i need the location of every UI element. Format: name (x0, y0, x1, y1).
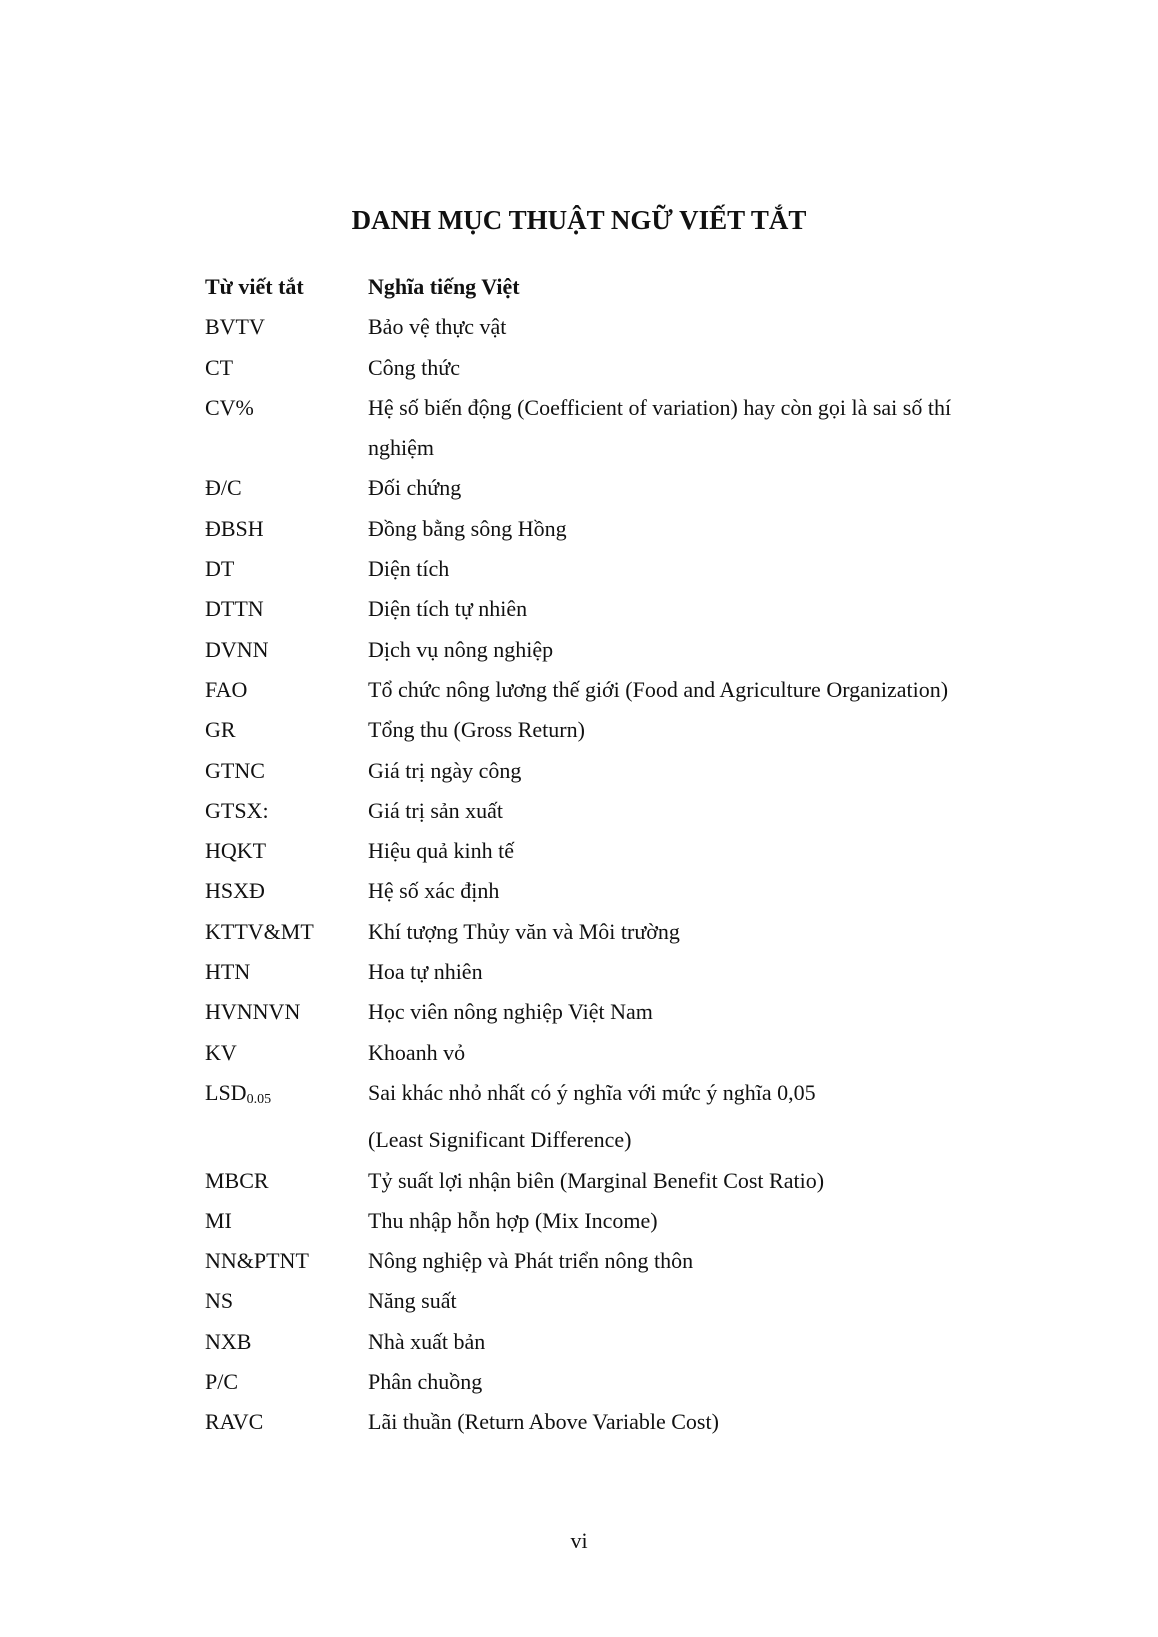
table-row (205, 1322, 1025, 1362)
abbreviation (205, 348, 368, 388)
table-row (205, 1073, 1025, 1120)
abbreviation-text: Đ/C (205, 475, 242, 501)
abbreviation-text: KTTV&MT (205, 918, 314, 944)
table-row (205, 348, 1025, 388)
meaning: Hệ số xác định (368, 878, 500, 904)
page-number: vi (570, 1528, 588, 1553)
meaning: Giá trị sản xuất (368, 797, 504, 823)
meaning: Hoa tự nhiên (368, 959, 483, 985)
abbreviation (205, 751, 368, 791)
abbreviation-text: HVNNVN (205, 999, 301, 1025)
abbreviation-text: GR (205, 717, 236, 743)
abbreviation-text: NS (205, 1288, 234, 1314)
abbreviation-text: HTN (205, 959, 251, 985)
abbreviation (205, 871, 368, 911)
abbreviation-text: ĐBSH (205, 515, 264, 541)
meaning: Đồng bằng sông Hồng (368, 515, 567, 541)
meaning: Hiệu quả kinh tế (368, 838, 515, 864)
abbreviation (205, 1073, 368, 1120)
table-row (205, 388, 1025, 428)
table-row (205, 710, 1025, 750)
table-row (205, 1201, 1025, 1241)
abbreviation-text: LSD (205, 1079, 247, 1105)
abbreviation-text: MI (205, 1207, 232, 1233)
abbreviation-text: DTTN (205, 596, 264, 622)
abbreviation-text: NN&PTNT (205, 1248, 309, 1274)
abbreviation (205, 589, 368, 629)
abbreviation (205, 1322, 368, 1362)
abbreviation (205, 670, 368, 710)
abbreviation (205, 1281, 368, 1321)
abbreviation (205, 992, 368, 1032)
abbreviation (205, 791, 368, 831)
abbreviation (205, 831, 368, 871)
table-row (205, 468, 1025, 508)
meaning: Công thức (368, 354, 460, 380)
abbreviation-text: CT (205, 354, 234, 380)
header-abbreviation: Từ viết tắt (205, 274, 304, 299)
meaning: Nhà xuất bản (368, 1328, 486, 1354)
abbreviation-empty (205, 428, 368, 468)
meaning: Nông nghiệp và Phát triển nông thôn (368, 1248, 694, 1274)
table-row (205, 549, 1025, 589)
meaning: Sai khác nhỏ nhất có ý nghĩa với mức ý nghĩa 0,05 (368, 1079, 816, 1105)
meaning: Tỷ suất lợi nhận biên (Marginal Benefit Cost Ratio) (368, 1167, 825, 1193)
meaning-continuation: nghiệm (368, 435, 434, 461)
meaning: Tổ chức nông lương thế giới (Food and Agriculture Organization) (368, 676, 949, 702)
meaning: Hệ số biến động (Coefficient of variation) hay còn gọi là sai số thí (368, 394, 952, 420)
abbreviation-text: BVTV (205, 314, 265, 340)
table-row (205, 670, 1025, 710)
meaning: Khí tượng Thủy văn và Môi trường (368, 918, 680, 944)
abbreviation (205, 388, 368, 428)
abbreviation (205, 307, 368, 347)
table-row (205, 952, 1025, 992)
abbreviation-text: HQKT (205, 838, 267, 864)
table-row (205, 1281, 1025, 1321)
table-row (205, 1241, 1025, 1281)
table-body (205, 307, 1025, 1442)
abbreviation (205, 549, 368, 589)
abbreviation-subscript: 0.05 (246, 1091, 272, 1107)
meaning: Lãi thuần (Return Above Variable Cost) (368, 1409, 719, 1435)
meaning: Diện tích (368, 556, 450, 582)
table-row (205, 791, 1025, 831)
table-row (205, 751, 1025, 791)
meaning-continuation: (Least Significant Difference) (368, 1127, 632, 1153)
meaning: Học viên nông nghiệp Việt Nam (368, 999, 653, 1025)
abbreviation-text: MBCR (205, 1167, 269, 1193)
abbreviation-text: CV% (205, 394, 254, 420)
abbreviation (205, 468, 368, 508)
abbreviation (205, 630, 368, 670)
meaning: Diện tích tự nhiên (368, 596, 528, 622)
table-row (205, 589, 1025, 629)
table-header (205, 267, 1025, 307)
table-row (205, 307, 1025, 347)
page-title: DANH MỤC THUẬT NGỮ VIẾT TẮT (351, 205, 807, 235)
meaning: Khoanh vỏ (368, 1039, 466, 1065)
table-row (205, 1033, 1025, 1073)
abbreviation (205, 1161, 368, 1201)
meaning: Đối chứng (368, 475, 462, 501)
table-row (205, 831, 1025, 871)
meaning: Năng suất (368, 1288, 457, 1314)
abbreviation-text: FAO (205, 676, 248, 702)
table-row (205, 992, 1025, 1032)
table-row (205, 630, 1025, 670)
table-row (205, 509, 1025, 549)
abbreviation (205, 952, 368, 992)
abbreviation (205, 1362, 368, 1402)
abbreviation-text: DT (205, 556, 235, 582)
table-row (205, 912, 1025, 952)
meaning: Thu nhập hỗn hợp (Mix Income) (368, 1207, 658, 1233)
abbreviation (205, 1241, 368, 1281)
abbreviation (205, 710, 368, 750)
abbreviation-table (205, 267, 1025, 1443)
abbreviation-text: HSXĐ (205, 878, 265, 904)
abbreviation-empty (205, 1120, 368, 1160)
abbreviation-text: RAVC (205, 1409, 264, 1435)
table-row (205, 1362, 1025, 1402)
header-meaning: Nghĩa tiếng Việt (368, 274, 520, 299)
meaning: Bảo vệ thực vật (368, 314, 507, 340)
meaning: Tổng thu (Gross Return) (368, 717, 585, 743)
abbreviation-text: GTSX: (205, 797, 269, 823)
abbreviation (205, 1201, 368, 1241)
abbreviation (205, 1402, 368, 1442)
meaning: Phân chuồng (368, 1369, 483, 1395)
abbreviation (205, 1033, 368, 1073)
table-row (205, 1161, 1025, 1201)
abbreviation (205, 509, 368, 549)
abbreviation-text: NXB (205, 1328, 252, 1354)
abbreviation-text: KV (205, 1039, 237, 1065)
abbreviation-text: DVNN (205, 636, 269, 662)
table-row (205, 1402, 1025, 1442)
abbreviation (205, 912, 368, 952)
meaning: Dịch vụ nông nghiệp (368, 636, 554, 662)
abbreviation-text: GTNC (205, 757, 265, 783)
abbreviation-text: P/C (205, 1369, 239, 1395)
table-row (205, 871, 1025, 911)
meaning: Giá trị ngày công (368, 757, 522, 783)
table-row-continuation (205, 1120, 1025, 1160)
table-row-continuation (205, 428, 1025, 468)
